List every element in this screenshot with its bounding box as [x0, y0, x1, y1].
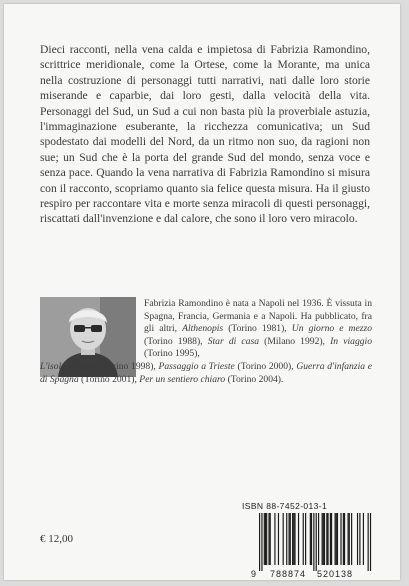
- barcode-bar: [324, 513, 325, 565]
- work-title: Per un sentiero chiaro: [139, 373, 226, 385]
- work-detail: (Torino 1988),: [144, 335, 208, 347]
- barcode-bar: [274, 513, 275, 565]
- work-title: Althenopis: [182, 323, 224, 335]
- bio-tail: [40, 361, 372, 386]
- isbn-label: ISBN 88-7452-013-1: [242, 501, 328, 511]
- work-title: In viaggio: [330, 335, 372, 347]
- barcode-bar: [326, 513, 327, 565]
- barcode-bar: [266, 513, 267, 565]
- barcode-bar: [318, 513, 319, 565]
- work-detail: (Torino 1981),: [223, 323, 292, 335]
- barcode-bar: [313, 513, 314, 571]
- barcode-bar: [344, 513, 345, 565]
- barcode-bar: [289, 513, 290, 565]
- barcode-bar: [283, 513, 284, 565]
- price: € 12,00: [40, 533, 73, 545]
- ean-digits-left: 788874: [269, 569, 307, 579]
- work-title: Star di casa: [207, 335, 259, 347]
- barcode-bar: [305, 513, 306, 565]
- barcode-bar: [292, 513, 293, 565]
- barcode-bar: [349, 513, 350, 565]
- barcode-bar: [370, 513, 371, 571]
- barcode-bar: [336, 513, 337, 565]
- barcode-bar: [261, 513, 262, 571]
- barcode-bar: [310, 513, 311, 565]
- barcode-bar: [368, 513, 369, 571]
- barcode: [250, 513, 374, 584]
- barcode-bar: [331, 513, 332, 565]
- barcode-bar: [259, 513, 260, 571]
- barcode-bar: [303, 513, 304, 565]
- author-bio: [40, 298, 372, 386]
- bio-intro: Fabrizia Ramondino è nata a Napoli nel 1936. È vissuta in Spagna, Francia, Germania e a Napoli. Ha pubblicato, fra gli altri,: [144, 298, 372, 335]
- work-detail: (Torino 1995),: [144, 348, 200, 360]
- barcode-bar: [290, 513, 291, 565]
- ean-digits-right: 520138: [316, 569, 354, 579]
- barcode-bar: [294, 513, 295, 565]
- barcode-bar: [268, 513, 269, 565]
- work-detail: (Torino 1998),: [97, 360, 159, 372]
- blurb-text: Dieci racconti, nella vena calda e impietosa di Fabrizia Ramondino, scrittrice meridionale, come la Ortese, come la Morante, ma unica nella costruzione di personaggi tutti narrativi, nati dalle loro storie miserande e caparbie, dai loro gesti, dalla velocità della vita. Personaggi del Sud, un Sud a cui non basta più la proverbiale astuzia, l'immaginazione esuberante, la ricchezza comunicativa; un Sud spodestato dai modelli del Nord, da un ritmo non suo, da ragioni non sue; un Sud che è la porta del grande Sud del mondo, senza voce e senza pace. Quando la vena narrativa di Fabrizia Ramondino si misura con il racconto, scopriamo quanto sia felice questa misura. Ha il giusto respiro per raccontare vita e morte senza miracoli di questi personaggi, riscattati dall'invenzione e dal calore, che sono il loro vero miracolo.: [40, 43, 370, 226]
- barcode-bar: [348, 513, 349, 565]
- barcode-bar: [359, 513, 360, 565]
- barcode-bar: [340, 513, 341, 565]
- work-detail: (Milano 1992),: [259, 335, 331, 347]
- barcode-bar: [293, 513, 294, 565]
- barcode-bar: [327, 513, 328, 565]
- barcode-bar: [337, 513, 338, 565]
- work-title: Passaggio a Trieste: [158, 360, 235, 372]
- barcode-bar: [265, 513, 266, 565]
- barcode-bar: [322, 513, 323, 565]
- work-title: Guerra d'infanzia e di Spagna: [40, 360, 372, 385]
- work-detail: (Torino 2004).: [225, 373, 284, 385]
- barcode-bar: [323, 513, 324, 565]
- barcode-bar: [278, 513, 279, 565]
- barcode-bar: [264, 513, 265, 565]
- work-detail: (Torino 2000),: [234, 360, 297, 372]
- barcode-bar: [270, 513, 271, 565]
- barcode-bar: [286, 513, 287, 565]
- barcode-bar: [351, 513, 352, 565]
- barcode-bar: [330, 513, 331, 565]
- back-cover: [4, 4, 400, 580]
- barcode-bar: [311, 513, 312, 565]
- barcode-bars: [259, 513, 371, 571]
- barcode-bar: [316, 513, 317, 571]
- barcode-bar: [357, 513, 358, 565]
- barcode-bar: [335, 513, 336, 565]
- ean-digit-first: 9: [251, 569, 257, 579]
- work-detail: (Torino 2001),: [78, 373, 140, 385]
- barcode-bar: [363, 513, 364, 565]
- work-title: L'isola riflessa: [40, 360, 97, 372]
- barcode-bar: [343, 513, 344, 565]
- barcode-bar: [298, 513, 299, 565]
- work-title: Un giorno e mezzo: [291, 323, 372, 335]
